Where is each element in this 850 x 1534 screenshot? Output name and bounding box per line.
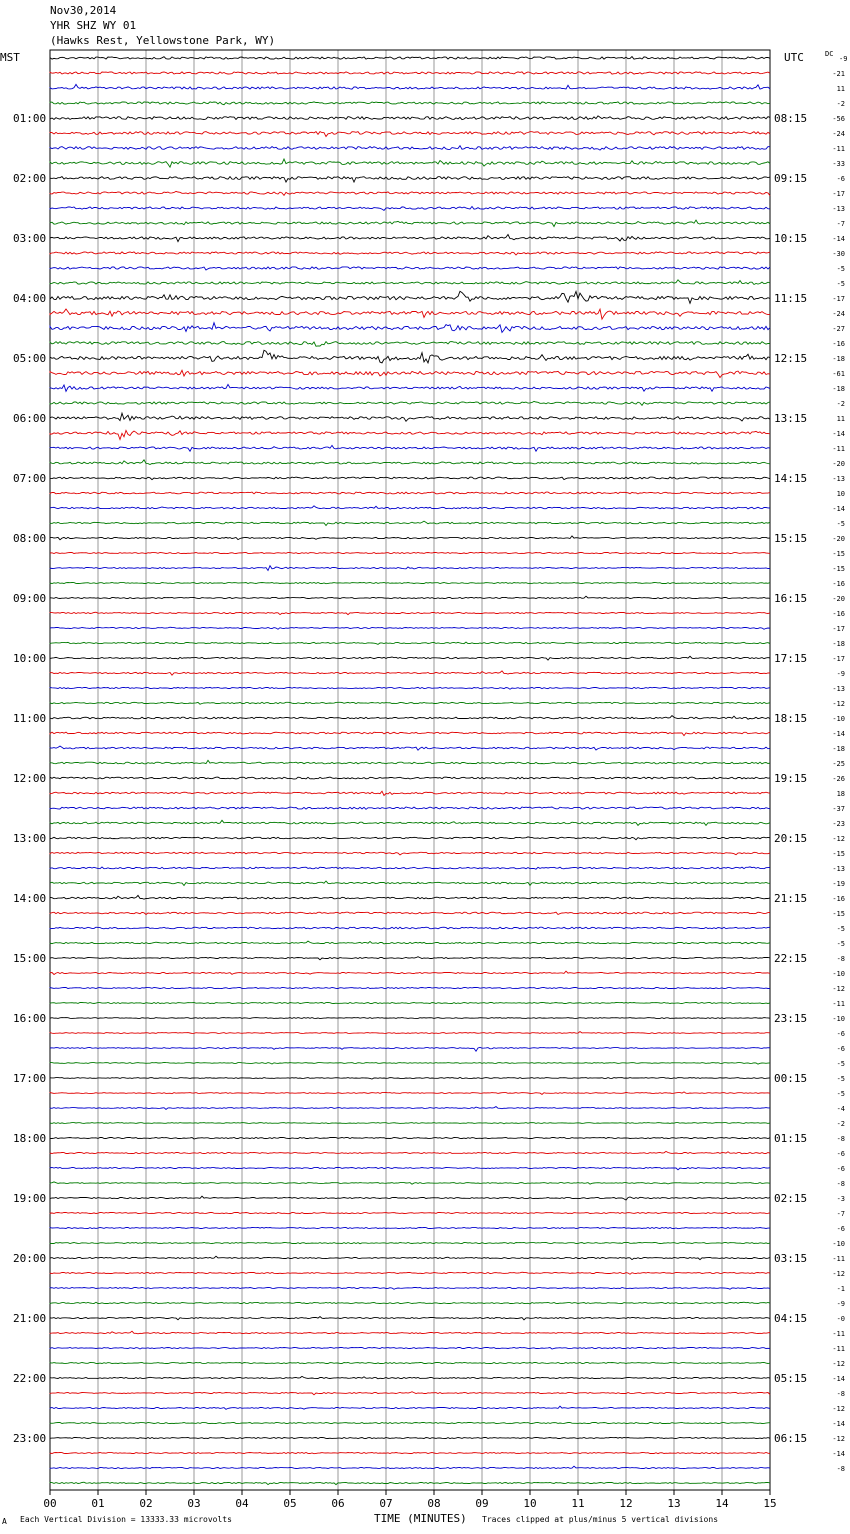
trace-row-62 — [50, 988, 770, 989]
trace-row-9 — [50, 191, 770, 195]
x-tick-label-5: 05 — [283, 1497, 297, 1510]
dc-offset-85: -11 — [832, 1330, 845, 1338]
dc-offset-18: -27 — [832, 325, 845, 333]
dc-offset-58: -5 — [836, 925, 845, 933]
x-tick-label-10: 10 — [523, 1497, 537, 1510]
trace-row-65 — [50, 1032, 770, 1034]
trace-row-50 — [50, 807, 770, 809]
mst-label-4: 04:00 — [13, 292, 47, 305]
dc-offset-56: -16 — [832, 895, 845, 903]
mst-label-11: 11:00 — [13, 712, 47, 725]
trace-row-74 — [50, 1168, 770, 1170]
trace-row-38 — [50, 627, 770, 629]
dc-offset-60: -8 — [836, 955, 845, 963]
trace-row-20 — [50, 350, 770, 363]
dc-offset-19: -16 — [832, 340, 845, 348]
plot-frame — [50, 50, 770, 1490]
dc-offset-11: -7 — [836, 220, 845, 228]
trace-row-39 — [50, 642, 770, 644]
x-tick-label-12: 12 — [619, 1497, 633, 1510]
dc-offset-1: -21 — [832, 70, 845, 78]
trace-row-70 — [50, 1107, 770, 1110]
mst-label-23: 23:00 — [13, 1432, 47, 1445]
dc-offset-74: -6 — [836, 1165, 845, 1173]
utc-label-9: 16:15 — [774, 592, 808, 605]
trace-row-46 — [50, 746, 770, 750]
dc-offset-36: -20 — [832, 595, 845, 603]
dc-offset-37: -16 — [832, 610, 845, 618]
mst-label-21: 21:00 — [13, 1312, 47, 1325]
x-tick-label-1: 01 — [91, 1497, 105, 1510]
utc-label-22: 05:15 — [774, 1372, 808, 1385]
mst-label-15: 15:00 — [13, 952, 47, 965]
trace-row-88 — [50, 1376, 770, 1378]
trace-row-72 — [50, 1137, 770, 1139]
trace-row-55 — [50, 881, 770, 886]
dc-offset-87: -12 — [832, 1360, 845, 1368]
mst-label-6: 06:00 — [13, 412, 47, 425]
mst-label-14: 14:00 — [13, 892, 47, 905]
x-tick-label-11: 11 — [571, 1497, 585, 1510]
trace-row-94 — [50, 1466, 770, 1468]
trace-row-48 — [50, 777, 770, 779]
trace-row-0 — [50, 57, 770, 60]
dc-offset-41: -9 — [836, 670, 845, 678]
trace-row-29 — [50, 492, 770, 494]
x-tick-label-15: 15 — [763, 1497, 777, 1510]
trace-row-10 — [50, 207, 770, 211]
trace-row-77 — [50, 1213, 770, 1214]
dc-offset-64: -10 — [832, 1015, 845, 1023]
dc-offset-50: -37 — [832, 805, 845, 813]
dc-offset-77: -7 — [836, 1210, 845, 1218]
dc-offset-52: -12 — [832, 835, 845, 843]
utc-label-16: 23:15 — [774, 1012, 808, 1025]
dc-offset-83: -9 — [836, 1300, 845, 1308]
dc-offset-88: -14 — [832, 1375, 845, 1383]
utc-label-18: 01:15 — [774, 1132, 808, 1145]
dc-offset-13: -30 — [832, 250, 845, 258]
utc-label-12: 19:15 — [774, 772, 808, 785]
x-tick-label-14: 14 — [715, 1497, 729, 1510]
x-tick-label-2: 02 — [139, 1497, 153, 1510]
dc-offset-90: -12 — [832, 1405, 845, 1413]
trace-row-11 — [50, 220, 770, 226]
dc-offset-93: -14 — [832, 1450, 845, 1458]
trace-row-26 — [50, 445, 770, 451]
trace-row-61 — [50, 971, 770, 974]
dc-offset-47: -25 — [832, 760, 845, 768]
trace-row-79 — [50, 1243, 770, 1244]
trace-row-56 — [50, 895, 770, 899]
dc-offset-21: -61 — [832, 370, 845, 378]
trace-row-67 — [50, 1062, 770, 1064]
trace-row-14 — [50, 267, 770, 270]
trace-row-45 — [50, 732, 770, 735]
trace-row-15 — [50, 280, 770, 285]
dc-offset-3: -2 — [836, 100, 845, 108]
dc-offset-75: -8 — [836, 1180, 845, 1188]
utc-label-4: 11:15 — [774, 292, 808, 305]
utc-label-8: 15:15 — [774, 532, 808, 545]
mst-label-2: 02:00 — [13, 172, 47, 185]
dc-offset-17: -24 — [832, 310, 845, 318]
trace-row-21 — [50, 370, 770, 377]
trace-row-32 — [50, 536, 770, 540]
chart-location: (Hawks Rest, Yellowstone Park, WY) — [50, 34, 276, 47]
dc-offset-46: -18 — [832, 745, 845, 753]
mst-label-1: 01:00 — [13, 112, 47, 125]
trace-row-28 — [50, 477, 770, 480]
mst-label-3: 03:00 — [13, 232, 47, 245]
trace-row-51 — [50, 820, 770, 825]
dc-offset-9: -17 — [832, 190, 845, 198]
dc-offset-57: -15 — [832, 910, 845, 918]
dc-offset-39: -18 — [832, 640, 845, 648]
mst-label-8: 08:00 — [13, 532, 47, 545]
trace-row-68 — [50, 1077, 770, 1079]
x-tick-label-3: 03 — [187, 1497, 201, 1510]
trace-row-87 — [50, 1363, 770, 1364]
dc-offset-61: -10 — [832, 970, 845, 978]
utc-label-17: 00:15 — [774, 1072, 808, 1085]
dc-offset-72: -8 — [836, 1135, 845, 1143]
mst-label-7: 07:00 — [13, 472, 47, 485]
dc-top-value: -9 — [839, 55, 848, 63]
trace-row-24 — [50, 413, 770, 421]
trace-row-22 — [50, 384, 770, 391]
dc-offset-59: -5 — [836, 940, 845, 948]
utc-label-14: 21:15 — [774, 892, 808, 905]
trace-row-19 — [50, 342, 770, 347]
dc-offset-45: -14 — [832, 730, 845, 738]
trace-row-40 — [50, 656, 770, 660]
x-tick-label-0: 00 — [43, 1497, 57, 1510]
dc-offset-2: 11 — [836, 85, 845, 93]
dc-offset-81: -12 — [832, 1270, 845, 1278]
dc-offset-71: -2 — [836, 1120, 845, 1128]
dc-offset-8: -6 — [836, 175, 845, 183]
dc-offset-53: -15 — [832, 850, 845, 858]
dc-offset-22: -18 — [832, 385, 845, 393]
trace-row-12 — [50, 235, 770, 242]
dc-offset-34: -15 — [832, 565, 845, 573]
chart-date: Nov30,2014 — [50, 4, 117, 17]
footer-mark: A — [2, 1517, 7, 1526]
trace-row-13 — [50, 252, 770, 255]
trace-row-34 — [50, 566, 770, 571]
dc-offset-63: -11 — [832, 1000, 845, 1008]
utc-label-13: 20:15 — [774, 832, 808, 845]
trace-row-73 — [50, 1151, 770, 1153]
dc-offset-30: -14 — [832, 505, 845, 513]
trace-row-66 — [50, 1047, 770, 1051]
dc-offset-28: -13 — [832, 475, 845, 483]
dc-offset-25: -14 — [832, 430, 845, 438]
dc-offset-10: -13 — [832, 205, 845, 213]
chart-station: YHR SHZ WY 01 — [50, 19, 137, 32]
trace-row-16 — [50, 291, 770, 303]
x-tick-label-7: 07 — [379, 1497, 393, 1510]
x-tick-label-9: 09 — [475, 1497, 489, 1510]
dc-offset-82: -1 — [836, 1285, 845, 1293]
trace-row-33 — [50, 553, 770, 554]
dc-offset-26: -11 — [832, 445, 845, 453]
trace-row-6 — [50, 146, 770, 150]
x-tick-label-6: 06 — [331, 1497, 345, 1510]
trace-row-49 — [50, 791, 770, 795]
trace-row-17 — [50, 309, 770, 319]
mst-label-10: 10:00 — [13, 652, 47, 665]
footer-clip-note: Traces clipped at plus/minus 5 vertical divisions — [482, 1515, 719, 1524]
trace-row-27 — [50, 460, 770, 465]
utc-label-20: 03:15 — [774, 1252, 808, 1265]
utc-label-23: 06:15 — [774, 1432, 808, 1445]
dc-offset-48: -26 — [832, 775, 845, 783]
trace-row-90 — [50, 1406, 770, 1409]
dc-offset-38: -17 — [832, 625, 845, 633]
dc-offset-49: 18 — [836, 790, 845, 798]
trace-row-95 — [50, 1482, 770, 1484]
dc-offset-40: -17 — [832, 655, 845, 663]
dc-offset-67: -5 — [836, 1060, 845, 1068]
dc-offset-20: -18 — [832, 355, 845, 363]
trace-row-53 — [50, 852, 770, 855]
footer-scale-note: Each Vertical Division = 13333.33 microvolts — [20, 1515, 232, 1524]
mst-label-22: 22:00 — [13, 1372, 47, 1385]
trace-row-47 — [50, 760, 770, 764]
x-tick-label-4: 04 — [235, 1497, 249, 1510]
trace-row-42 — [50, 687, 770, 689]
mst-label-5: 05:00 — [13, 352, 47, 365]
utc-label-5: 12:15 — [774, 352, 808, 365]
dc-offset-31: -5 — [836, 520, 845, 528]
dc-offset-5: -24 — [832, 130, 845, 138]
dc-offset-27: -20 — [832, 460, 845, 468]
utc-label-7: 14:15 — [774, 472, 808, 485]
dc-offset-42: -13 — [832, 685, 845, 693]
trace-row-86 — [50, 1347, 770, 1349]
trace-row-18 — [50, 323, 770, 333]
trace-row-80 — [50, 1256, 770, 1259]
utc-label-3: 10:15 — [774, 232, 808, 245]
dc-offset-89: -8 — [836, 1390, 845, 1398]
dc-offset-6: -11 — [832, 145, 845, 153]
trace-row-81 — [50, 1272, 770, 1274]
trace-row-71 — [50, 1123, 770, 1124]
dc-offset-73: -6 — [836, 1150, 845, 1158]
utc-label-11: 18:15 — [774, 712, 808, 725]
dc-offset-54: -13 — [832, 865, 845, 873]
mst-label-9: 09:00 — [13, 592, 47, 605]
dc-offset-76: -3 — [836, 1195, 845, 1203]
dc-offset-84: -0 — [836, 1315, 845, 1323]
trace-row-75 — [50, 1182, 770, 1184]
dc-offset-7: -33 — [832, 160, 845, 168]
trace-row-89 — [50, 1392, 770, 1395]
dc-offset-43: -12 — [832, 700, 845, 708]
trace-row-63 — [50, 1003, 770, 1004]
trace-row-84 — [50, 1317, 770, 1320]
dc-offset-80: -11 — [832, 1255, 845, 1263]
right-axis-title: UTC — [784, 51, 804, 64]
dc-offset-78: -6 — [836, 1225, 845, 1233]
trace-row-7 — [50, 159, 770, 167]
utc-label-2: 09:15 — [774, 172, 808, 185]
utc-label-10: 17:15 — [774, 652, 808, 665]
trace-row-1 — [50, 72, 770, 74]
dc-offset-68: -5 — [836, 1075, 845, 1083]
trace-row-44 — [50, 716, 770, 720]
dc-offset-32: -20 — [832, 535, 845, 543]
dc-offset-35: -16 — [832, 580, 845, 588]
mst-label-17: 17:00 — [13, 1072, 47, 1085]
trace-row-60 — [50, 957, 770, 960]
dc-offset-55: -19 — [832, 880, 845, 888]
dc-offset-23: -2 — [836, 400, 845, 408]
dc-offset-91: -14 — [832, 1420, 845, 1428]
trace-row-30 — [50, 506, 770, 509]
dc-offset-12: -14 — [832, 235, 845, 243]
trace-row-3 — [50, 102, 770, 105]
dc-offset-69: -5 — [836, 1090, 845, 1098]
trace-row-54 — [50, 867, 770, 869]
dc-offset-51: -23 — [832, 820, 845, 828]
trace-row-92 — [50, 1438, 770, 1439]
dc-offset-66: -6 — [836, 1045, 845, 1053]
dc-offset-65: -6 — [836, 1030, 845, 1038]
dc-offset-33: -15 — [832, 550, 845, 558]
dc-offset-16: -17 — [832, 295, 845, 303]
mst-label-13: 13:00 — [13, 832, 47, 845]
trace-row-5 — [50, 132, 770, 137]
trace-row-83 — [50, 1302, 770, 1304]
mst-label-19: 19:00 — [13, 1192, 47, 1205]
left-axis-title: MST — [0, 51, 20, 64]
trace-row-37 — [50, 612, 770, 614]
utc-label-19: 02:15 — [774, 1192, 808, 1205]
dc-offset-44: -10 — [832, 715, 845, 723]
trace-row-57 — [50, 912, 770, 914]
dc-offset-14: -5 — [836, 265, 845, 273]
dc-offset-70: -4 — [836, 1105, 845, 1113]
dc-offset-29: 10 — [836, 490, 845, 498]
trace-row-2 — [50, 84, 770, 89]
trace-row-78 — [50, 1228, 770, 1229]
trace-row-93 — [50, 1453, 770, 1454]
dc-offset-86: -11 — [832, 1345, 845, 1353]
trace-row-85 — [50, 1331, 770, 1334]
trace-row-82 — [50, 1288, 770, 1290]
mst-label-12: 12:00 — [13, 772, 47, 785]
trace-row-23 — [50, 401, 770, 405]
trace-row-52 — [50, 837, 770, 840]
x-tick-label-8: 08 — [427, 1497, 441, 1510]
x-axis-title: TIME (MINUTES) — [374, 1512, 467, 1525]
mst-label-20: 20:00 — [13, 1252, 47, 1265]
dc-offset-94: -8 — [836, 1465, 845, 1473]
utc-label-21: 04:15 — [774, 1312, 808, 1325]
trace-row-8 — [50, 177, 770, 182]
trace-row-76 — [50, 1196, 770, 1200]
dc-offset-4: -56 — [832, 115, 845, 123]
x-tick-label-13: 13 — [667, 1497, 681, 1510]
mst-label-16: 16:00 — [13, 1012, 47, 1025]
dc-offset-79: -10 — [832, 1240, 845, 1248]
utc-label-6: 13:15 — [774, 412, 808, 425]
trace-row-41 — [50, 671, 770, 675]
trace-row-25 — [50, 430, 770, 439]
trace-row-64 — [50, 1018, 770, 1019]
dc-offset-24: 11 — [836, 415, 845, 423]
trace-row-4 — [50, 116, 770, 120]
utc-label-15: 22:15 — [774, 952, 808, 965]
trace-row-36 — [50, 596, 770, 598]
mst-label-18: 18:00 — [13, 1132, 47, 1145]
dc-offset-62: -12 — [832, 985, 845, 993]
trace-row-43 — [50, 702, 770, 704]
trace-row-91 — [50, 1423, 770, 1424]
trace-row-31 — [50, 521, 770, 525]
trace-row-59 — [50, 941, 770, 944]
utc-label-1: 08:15 — [774, 112, 808, 125]
trace-row-58 — [50, 927, 770, 929]
dc-offset-92: -12 — [832, 1435, 845, 1443]
dc-header: DC — [825, 50, 834, 58]
trace-row-35 — [50, 583, 770, 584]
trace-row-69 — [50, 1092, 770, 1095]
dc-offset-15: -5 — [836, 280, 845, 288]
